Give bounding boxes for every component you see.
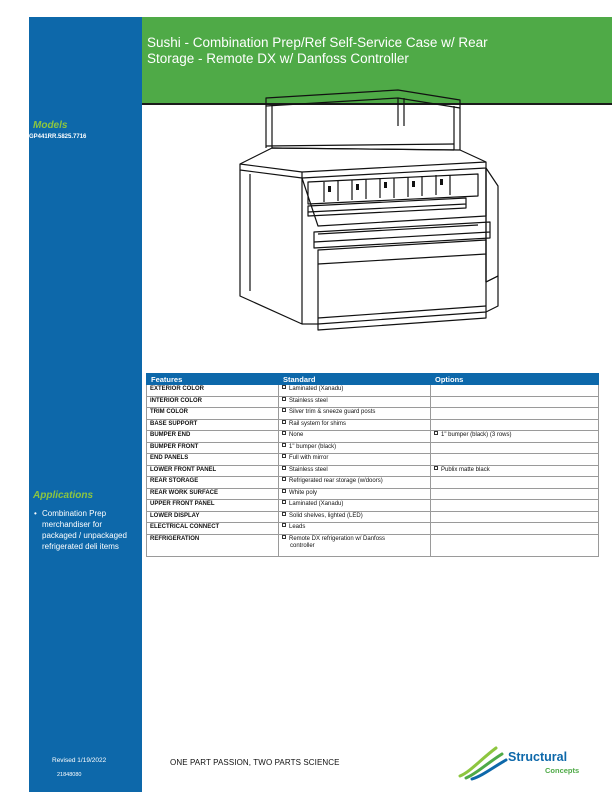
standard-cell: [279, 511, 431, 523]
option-cell: [431, 500, 599, 512]
option-cell: [431, 454, 599, 466]
table-row: [147, 477, 599, 489]
standard-cell: [279, 431, 431, 443]
table-header-row: [147, 374, 599, 385]
standard-text: 1" bumper (black): [289, 443, 337, 450]
checkbox-icon: [282, 397, 286, 401]
standard-cell: [279, 385, 431, 397]
table-row: [147, 465, 599, 477]
feature-cell: LOWER FRONT PANEL: [147, 465, 279, 477]
standard-cell: [279, 523, 431, 535]
standard-cell: [279, 408, 431, 420]
checkbox-icon: [282, 454, 286, 458]
display-case-illustration: [228, 86, 518, 334]
revised-date: Revised 1/19/2022: [52, 757, 107, 764]
feature-cell: TRIM COLOR: [147, 408, 279, 420]
standard-cell: [279, 488, 431, 500]
feature-cell: END PANELS: [147, 454, 279, 466]
model-number: GP441RR.5825.7716: [29, 134, 87, 140]
feature-cell: LOWER DISPLAY: [147, 511, 279, 523]
checkbox-icon: [434, 431, 438, 435]
standard-text: Laminated (Xanadu): [289, 386, 344, 392]
standard-text: Silver trim & sneeze guard posts: [289, 409, 376, 415]
checkbox-icon: [282, 408, 286, 412]
option-cell: [431, 511, 599, 523]
standard-text: Full with mirror: [289, 455, 329, 461]
checkbox-icon: [282, 489, 286, 493]
option-cell: [431, 442, 599, 454]
tagline: ONE PART PASSION, TWO PARTS SCIENCE: [170, 758, 340, 767]
option-text: Publix matte black: [441, 466, 490, 473]
standard-cell: [279, 454, 431, 466]
table-row: [147, 534, 599, 556]
standard-cell: [279, 534, 431, 556]
feature-cell: REFRIGERATION: [147, 534, 279, 556]
models-heading: Models: [33, 120, 68, 131]
feature-cell: REAR WORK SURFACE: [147, 488, 279, 500]
feature-cell: EXTERIOR COLOR: [147, 385, 279, 397]
table-row: [147, 431, 599, 443]
checkbox-icon: [282, 477, 286, 481]
table-row: [147, 419, 599, 431]
option-cell: [431, 488, 599, 500]
feature-cell: INTERIOR COLOR: [147, 396, 279, 408]
header-standard: Standard: [279, 374, 431, 385]
option-cell: [431, 396, 599, 408]
standard-text-continued: controller: [290, 543, 315, 549]
table-row: [147, 454, 599, 466]
feature-cell: BASE SUPPORT: [147, 419, 279, 431]
checkbox-icon: [282, 512, 286, 516]
page-title: [147, 35, 587, 67]
option-cell: [431, 431, 599, 443]
option-cell: [431, 477, 599, 489]
standard-cell: [279, 477, 431, 489]
title-line-2: Storage - Remote DX w/ Danfoss Controller: [147, 51, 409, 66]
standard-text: Remote DX refrigeration w/ Danfoss: [289, 535, 386, 542]
standard-cell: [279, 396, 431, 408]
standard-text: None: [289, 432, 304, 438]
standard-text: White poly: [289, 489, 318, 496]
header-features: Features: [147, 374, 279, 385]
feature-cell: BUMPER FRONT: [147, 442, 279, 454]
option-cell: [431, 408, 599, 420]
logo-swoosh-icon: [456, 742, 508, 782]
standard-text: Stainless steel: [289, 466, 328, 473]
option-cell: [431, 523, 599, 535]
checkbox-icon: [282, 535, 286, 539]
table-row: [147, 488, 599, 500]
table-row: [147, 500, 599, 512]
standard-text: Solid shelves, lighted (LED): [289, 512, 363, 519]
standard-text: Rail system for shims: [289, 420, 347, 427]
option-cell: [431, 534, 599, 556]
standard-text: Refrigerated rear storage (w/doors): [289, 478, 383, 484]
feature-cell: REAR STORAGE: [147, 477, 279, 489]
checkbox-icon: [434, 466, 438, 470]
table-row: [147, 396, 599, 408]
option-cell: [431, 419, 599, 431]
feature-cell: ELECTRICAL CONNECT: [147, 523, 279, 535]
logo-wordmark: Structural: [508, 750, 568, 764]
standard-cell: [279, 442, 431, 454]
checkbox-icon: [282, 431, 286, 435]
application-item: • Combination Prep merchandiser for packaged / unpackaged refrigerated deli items: [34, 508, 134, 552]
standard-cell: [279, 500, 431, 512]
option-cell: [431, 465, 599, 477]
table-row: [147, 442, 599, 454]
option-text: 1" bumper (black) (3 rows): [441, 432, 512, 438]
checkbox-icon: [282, 385, 286, 389]
feature-cell: UPPER FRONT PANEL: [147, 500, 279, 512]
table-row: [147, 523, 599, 535]
table-row: [147, 408, 599, 420]
document-code: 21848080: [57, 772, 82, 778]
spec-table: [146, 373, 599, 557]
feature-cell: BUMPER END: [147, 431, 279, 443]
header-options: Options: [431, 374, 599, 385]
logo-subtext: Concepts: [545, 766, 580, 775]
checkbox-icon: [282, 500, 286, 504]
standard-cell: [279, 419, 431, 431]
option-cell: [431, 385, 599, 397]
title-line-1: Sushi - Combination Prep/Ref Self-Service Case w/ Rear: [147, 35, 488, 50]
table-row: [147, 511, 599, 523]
checkbox-icon: [282, 420, 286, 424]
company-logo: [456, 742, 596, 782]
checkbox-icon: [282, 443, 286, 447]
applications-heading: Applications: [33, 490, 94, 501]
checkbox-icon: [282, 523, 286, 527]
applications-list: [34, 508, 134, 552]
standard-text: Stainless steel: [289, 397, 328, 404]
checkbox-icon: [282, 466, 286, 470]
standard-text: Laminated (Xanadu): [289, 501, 344, 507]
table-row: [147, 385, 599, 397]
standard-cell: [279, 465, 431, 477]
standard-text: Leads: [289, 524, 306, 530]
